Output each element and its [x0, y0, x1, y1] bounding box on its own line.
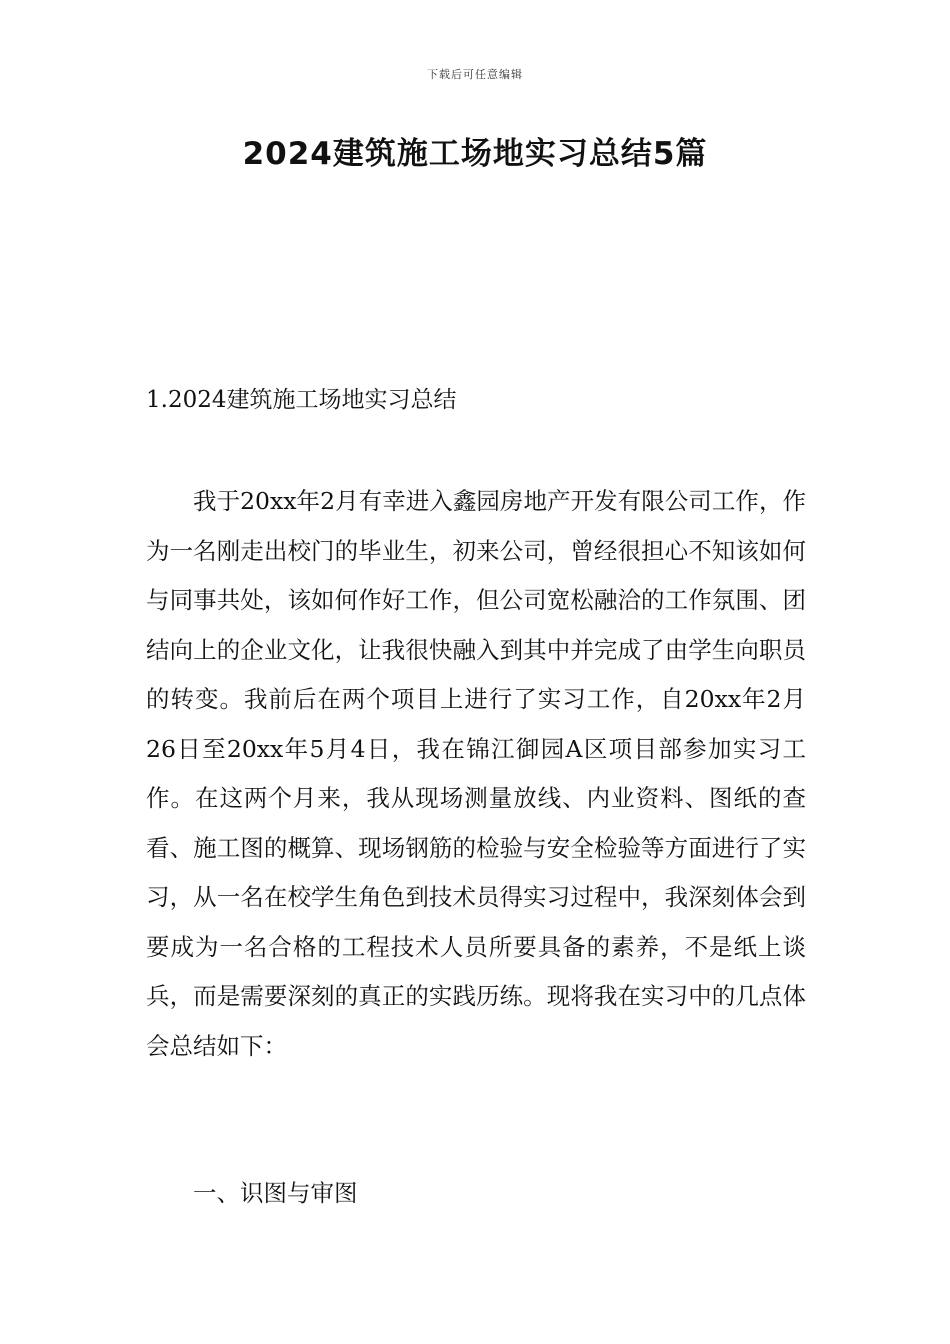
header-note: 下载后可任意编辑 [427, 68, 523, 81]
body-paragraph: 我于20xx年2月有幸进入鑫园房地产开发有限公司工作，作为一名刚走出校门的毕业生，初来公司，曾经很担心不知该如何与同事共处，该如何作好工作，但公司宽松融洽的工作氛围、团结向上的企业文化，让我很快融入到其中并完成了由学生向职员的转变。我前后在两个项目上进行了实习工作，自20xx年2月26日至20xx年5月4日，我在锦江御园A区项目部参加实习工作。在这两个月来，我从现场测量放线、内业资料、图纸的查看、施工图的概算、现场钢筋的检验与安全检验等方面进行了实习，从一名在校学生角色到技术员得实习过程中，我深刻体会到要成为一名合格的工程技术人员所要具备的素养，不是纸上谈兵，而是需要深刻的真正的实践历练。现将我在实习中的几点体会总结如下： [146, 487, 806, 1060]
document-title: 2024建筑施工场地实习总结5篇 [242, 136, 708, 172]
section-heading: 1.2024建筑施工场地实习总结 [146, 387, 457, 413]
sub-heading: 一、识图与审图 [193, 1179, 358, 1207]
